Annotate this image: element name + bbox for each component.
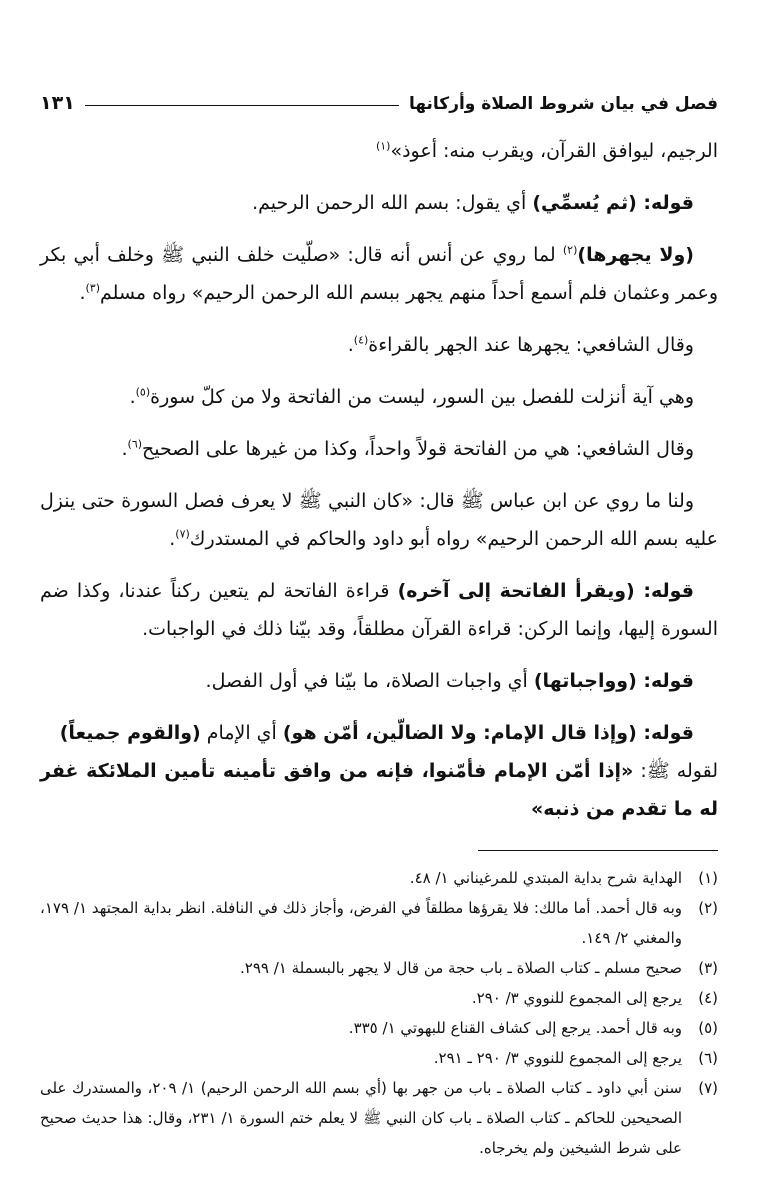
- footnote-text: وبه قال أحمد. يرجع إلى كشاف القناع للبهوتي ١/ ٣٣٥.: [348, 1019, 682, 1037]
- footnote: [40, 863, 718, 893]
- header-title: فصل في بيان شروط الصلاة وأركانها: [408, 94, 718, 114]
- paragraph-1: [40, 132, 718, 170]
- footnote: [40, 893, 718, 953]
- paragraph-text: وقال الشافعي: هي من الفاتحة قولاً واحداً، وكذا من غيرها على الصحيح: [142, 438, 694, 460]
- footnote-ref: (٣): [85, 281, 101, 295]
- paragraph-6: [40, 430, 718, 468]
- paragraph-text: لقوله ﷺ:: [633, 760, 718, 782]
- footnote-ref: (٦): [127, 437, 143, 451]
- hadith-quote: «إذا أمّن الإمام فأمّنوا، فإنه من وافق تأمينه تأمين الملائكة غفر له ما تقدم من ذنبه»: [40, 760, 718, 820]
- paragraph-text: أي يقول: بسم الله الرحمن الرحيم.: [252, 192, 533, 214]
- paragraph-text: وهي آية أنزلت للفصل بين السور، ليست من الفاتحة ولا من كلّ سورة: [150, 386, 694, 408]
- header-rule: [85, 105, 399, 106]
- footnotes: [40, 863, 718, 1163]
- paragraph-end: .: [347, 334, 354, 356]
- paragraph-end: .: [79, 282, 86, 304]
- paragraph-end: .: [129, 386, 136, 408]
- footnote-number: (٢): [698, 899, 718, 917]
- footnote-text: الهداية شرح بداية المبتدي للمرغيناني ١/ ٤٨.: [409, 869, 682, 887]
- paragraph-lead: (ولا يجهرها): [577, 244, 694, 266]
- paragraph-text: أي واجبات الصلاة، ما بيّنا في أول الفصل.: [205, 670, 534, 692]
- footnote-text: يرجع إلى المجموع للنووي ٣/ ٢٩٠ ـ ٢٩١.: [433, 1049, 682, 1067]
- paragraph-text: لما روي عن أنس أنه قال: «صلّيت خلف النبي ﷺ وخلف أبي بكر وعمر وعثمان فلم أسمع أحداً منهم يجهر ببسم الله الرحمن الرحيم» رواه مسلم: [40, 244, 718, 304]
- footnote: [40, 1073, 718, 1163]
- footnote: [40, 1043, 718, 1073]
- paragraph-end: .: [169, 528, 176, 550]
- paragraph-3: [40, 236, 718, 312]
- main-text: [40, 132, 718, 828]
- paragraph-text: الرجيم، ليوافق القرآن، ويقرب منه: أعوذ»: [390, 140, 718, 162]
- footnote-number: (٧): [698, 1079, 718, 1097]
- footnote-ref: (٧): [175, 527, 190, 541]
- footnote-number: (٥): [698, 1019, 718, 1037]
- paragraph-11: [40, 752, 718, 828]
- book-page: [40, 80, 718, 1163]
- footnote: [40, 1013, 718, 1043]
- paragraph-lead: قوله: (وواجباتها): [533, 670, 694, 692]
- paragraph-text: أي الإمام: [200, 722, 283, 744]
- paragraph-text: وقال الشافعي: يجهرها عند الجهر بالقراءة: [368, 334, 694, 356]
- footnote-text: صحيح مسلم ـ كتاب الصلاة ـ باب حجة من قال لا يجهر بالبسملة ١/ ٢٩٩.: [240, 959, 682, 977]
- footnote-text: وبه قال أحمد. أما مالك: فلا يقرؤها مطلقاً في الفرض، وأجاز ذلك في النافلة. انظر بداية المجتهد ١/ ١٧٩، والمغني ٢/ ١٤٩.: [40, 899, 682, 947]
- paragraph-9: [40, 662, 718, 700]
- footnote-ref: (٥): [135, 385, 151, 399]
- paragraph-text: ولنا ما روي عن ابن عباس ﷺ قال: «كان النبي ﷺ لا يعرف فصل السورة حتى ينزل عليه بسم الله الرحمن الرحيم» رواه أبو داود والحاكم في المستدرك: [40, 490, 718, 550]
- paragraph-7: [40, 482, 718, 558]
- paragraph-10: [40, 714, 718, 752]
- footnote-ref: (٢): [562, 243, 578, 257]
- footnote-text: سنن أبي داود ـ كتاب الصلاة ـ باب من جهر بها (أي بسم الله الرحمن الرحيم) ١/ ٢٠٩، والمستدرك على الصحيحين للحاكم ـ كتاب الصلاة ـ باب كان النبي ﷺ لا يعلم ختم السورة ١/ ٢٣١، وقال: هذا حديث صحيح على شرط الشيخين ولم يخرجاه.: [40, 1079, 683, 1157]
- paragraph-8: [40, 572, 718, 648]
- paragraph-5: [40, 378, 718, 416]
- footnote-separator: [478, 850, 718, 851]
- paragraph-text: قراءة الفاتحة لم يتعين ركناً عندنا، وكذا ضم السورة إليها، وإنما الركن: قراءة القرآن مطلقاً، وقد بيّنا ذلك في الواجبات.: [40, 580, 718, 640]
- footnote-number: (٦): [698, 1049, 718, 1067]
- footnote-ref: (١): [375, 139, 391, 153]
- footnote: [40, 953, 718, 983]
- paragraph-2: [40, 184, 718, 222]
- footnote-ref: (٤): [353, 333, 369, 347]
- paragraph-lead: قوله: (وإذا قال الإمام: ولا الضالّين، أمّن هو): [282, 722, 694, 744]
- running-header: [40, 80, 718, 114]
- paragraph-lead-2: (والقوم جميعاً): [59, 722, 201, 744]
- page-number: ١٣١: [40, 92, 75, 114]
- footnote-number: (١): [698, 869, 718, 887]
- footnote: [40, 983, 718, 1013]
- paragraph-lead: قوله: (ثم يُسمِّي): [532, 192, 694, 214]
- footnote-text: يرجع إلى المجموع للنووي ٣/ ٢٩٠.: [471, 989, 682, 1007]
- footnote-number: (٤): [698, 989, 718, 1007]
- paragraph-end: .: [121, 438, 128, 460]
- footnote-number: (٣): [698, 959, 718, 977]
- paragraph-4: [40, 326, 718, 364]
- paragraph-lead: قوله: (ويقرأ الفاتحة إلى آخره): [397, 580, 694, 602]
